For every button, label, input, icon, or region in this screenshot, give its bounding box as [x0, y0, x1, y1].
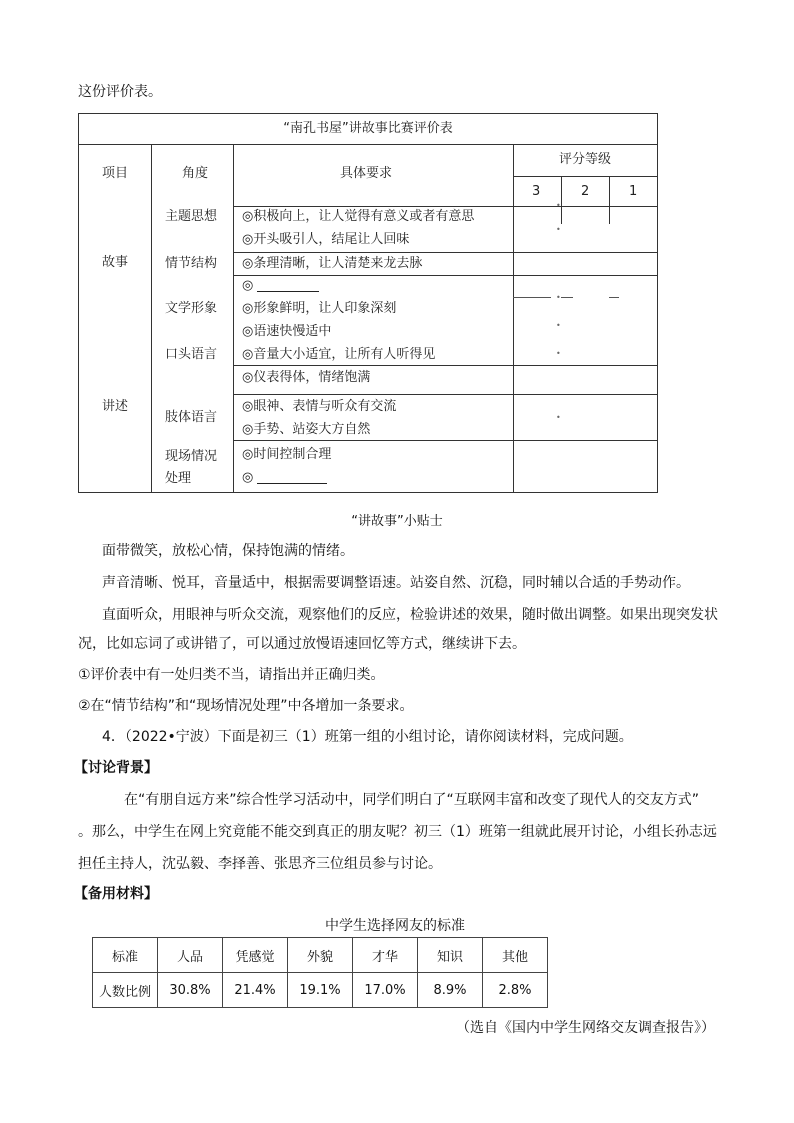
grade-level-1: 1: [629, 184, 638, 199]
table-row: [93, 938, 548, 973]
table-cell: 17.0%: [353, 973, 418, 1008]
angle-image: 文学形象: [165, 301, 218, 316]
tips-paragraph-3-line1: 直面听众，用眼神与听众交流，观察他们的反应，检验讲述的效果，随时做出调整。如果出现突发状: [102, 607, 718, 623]
table-row: [93, 973, 548, 1008]
source-citation: （选自《国内中学生网络交友调查报告》）: [456, 1020, 715, 1036]
table-cell: 30.8%: [158, 973, 223, 1008]
table-cell: 其他: [483, 938, 548, 973]
requirement-10: ◎手势、站姿大方自然: [242, 422, 371, 437]
background-line-2: 。那么，中学生在网上究竟能不能交到真正的朋友呢？初三（1）班第一组就此展开讨论，小组长孙志远: [78, 824, 717, 840]
table-cell: 2.8%: [483, 973, 548, 1008]
question-1: ①评价表中有一处归类不当，请指出并正确归类。: [78, 667, 385, 683]
eval-table-title: “南孔书屋”讲故事比赛评价表: [283, 121, 453, 136]
requirement-1: ◎积极向上，让人觉得有意义或者有意思: [242, 209, 475, 224]
grade-mark: •: [556, 349, 561, 358]
table-cell: 知识: [418, 938, 483, 973]
grade-mark: •: [556, 201, 561, 210]
grade-level-3: 3: [532, 184, 541, 199]
angle-scene-line1: 现场情况: [165, 449, 218, 464]
grade-mark: •: [556, 225, 561, 234]
grade-mark: •: [556, 321, 561, 330]
material-heading: 【备用材料】: [74, 886, 158, 902]
answer-blank[interactable]: [257, 279, 319, 292]
survey-table: [92, 937, 548, 1008]
grade-mark: •: [556, 293, 561, 302]
evaluation-table: [78, 113, 658, 493]
project-narrate: 讲述: [102, 399, 129, 414]
requirement-7: ◎音量大小适宜，让所有人听得见: [242, 347, 436, 362]
tips-title: “讲故事”小贴士: [351, 514, 443, 529]
table-cell: 人品: [158, 938, 223, 973]
project-story: 故事: [102, 255, 129, 270]
table-cell: 19.1%: [288, 973, 353, 1008]
table-cell: 凭感觉: [223, 938, 288, 973]
requirement-2: ◎开头吸引人，结尾让人回味: [242, 232, 410, 247]
requirement-11: ◎时间控制合理: [242, 447, 332, 462]
tips-paragraph-1: 面带微笑，放松心情，保持饱满的情绪。: [102, 543, 354, 559]
requirement-5: ◎形象鲜明，让人印象深刻: [242, 301, 397, 316]
table-cell: 外貌: [288, 938, 353, 973]
angle-plot: 情节结构: [165, 256, 218, 271]
survey-table-title: 中学生选择网友的标准: [325, 918, 465, 934]
discussion-background-heading: 【讨论背景】: [74, 760, 158, 776]
requirement-9: ◎眼神、表情与听众有交流: [242, 399, 397, 414]
requirement-8: ◎仪表得体，情绪饱满: [242, 370, 371, 385]
intro-text: 这份评价表。: [78, 84, 162, 100]
table-cell: 标准: [93, 938, 158, 973]
angle-scene-line2: 处理: [165, 471, 192, 486]
tips-paragraph-2: 声音清晰、悦耳，音量适中，根据需要调整语速。站姿自然、沉稳，同时辅以合适的手势动作。: [102, 575, 690, 591]
angle-body: 肢体语言: [165, 410, 218, 425]
table-cell: 人数比例: [93, 973, 158, 1008]
grade-level-2: 2: [581, 184, 590, 199]
answer-blank[interactable]: [257, 471, 327, 484]
header-grade: 评分等级: [559, 152, 612, 167]
angle-oral: 口头语言: [165, 347, 218, 362]
table-cell: 8.9%: [418, 973, 483, 1008]
grade-mark: •: [556, 413, 561, 422]
problem-4-title: 4．（2022•宁波）下面是初三（1）班第一组的小组讨论，请你阅读材料，完成问题。: [102, 729, 633, 745]
table-cell: 才华: [353, 938, 418, 973]
background-line-3: 担任主持人，沈弘毅、李择善、张思齐三位组员参与讨论。: [78, 856, 442, 872]
header-requirement: 具体要求: [340, 166, 393, 181]
header-project: 项目: [102, 166, 129, 181]
background-line-1: 在“有朋自远方来”综合性学习活动中，同学们明白了“互联网丰富和改变了现代人的交友方式”: [124, 792, 700, 808]
requirement-blank-plot: ◎: [242, 277, 319, 295]
tips-paragraph-3-line2: 况，比如忘词了或讲错了，可以通过放慢语速回忆等方式，继续讲下去。: [78, 636, 526, 652]
header-angle: 角度: [182, 166, 209, 181]
table-cell: 21.4%: [223, 973, 288, 1008]
requirement-blank-scene: ◎: [242, 469, 327, 487]
angle-theme: 主题思想: [165, 209, 218, 224]
question-2: ②在“情节结构”和“现场情况处理”中各增加一条要求。: [78, 698, 414, 714]
requirement-3: ◎条理清晰，让人清楚来龙去脉: [242, 256, 423, 271]
requirement-6: ◎语速快慢适中: [242, 324, 332, 339]
